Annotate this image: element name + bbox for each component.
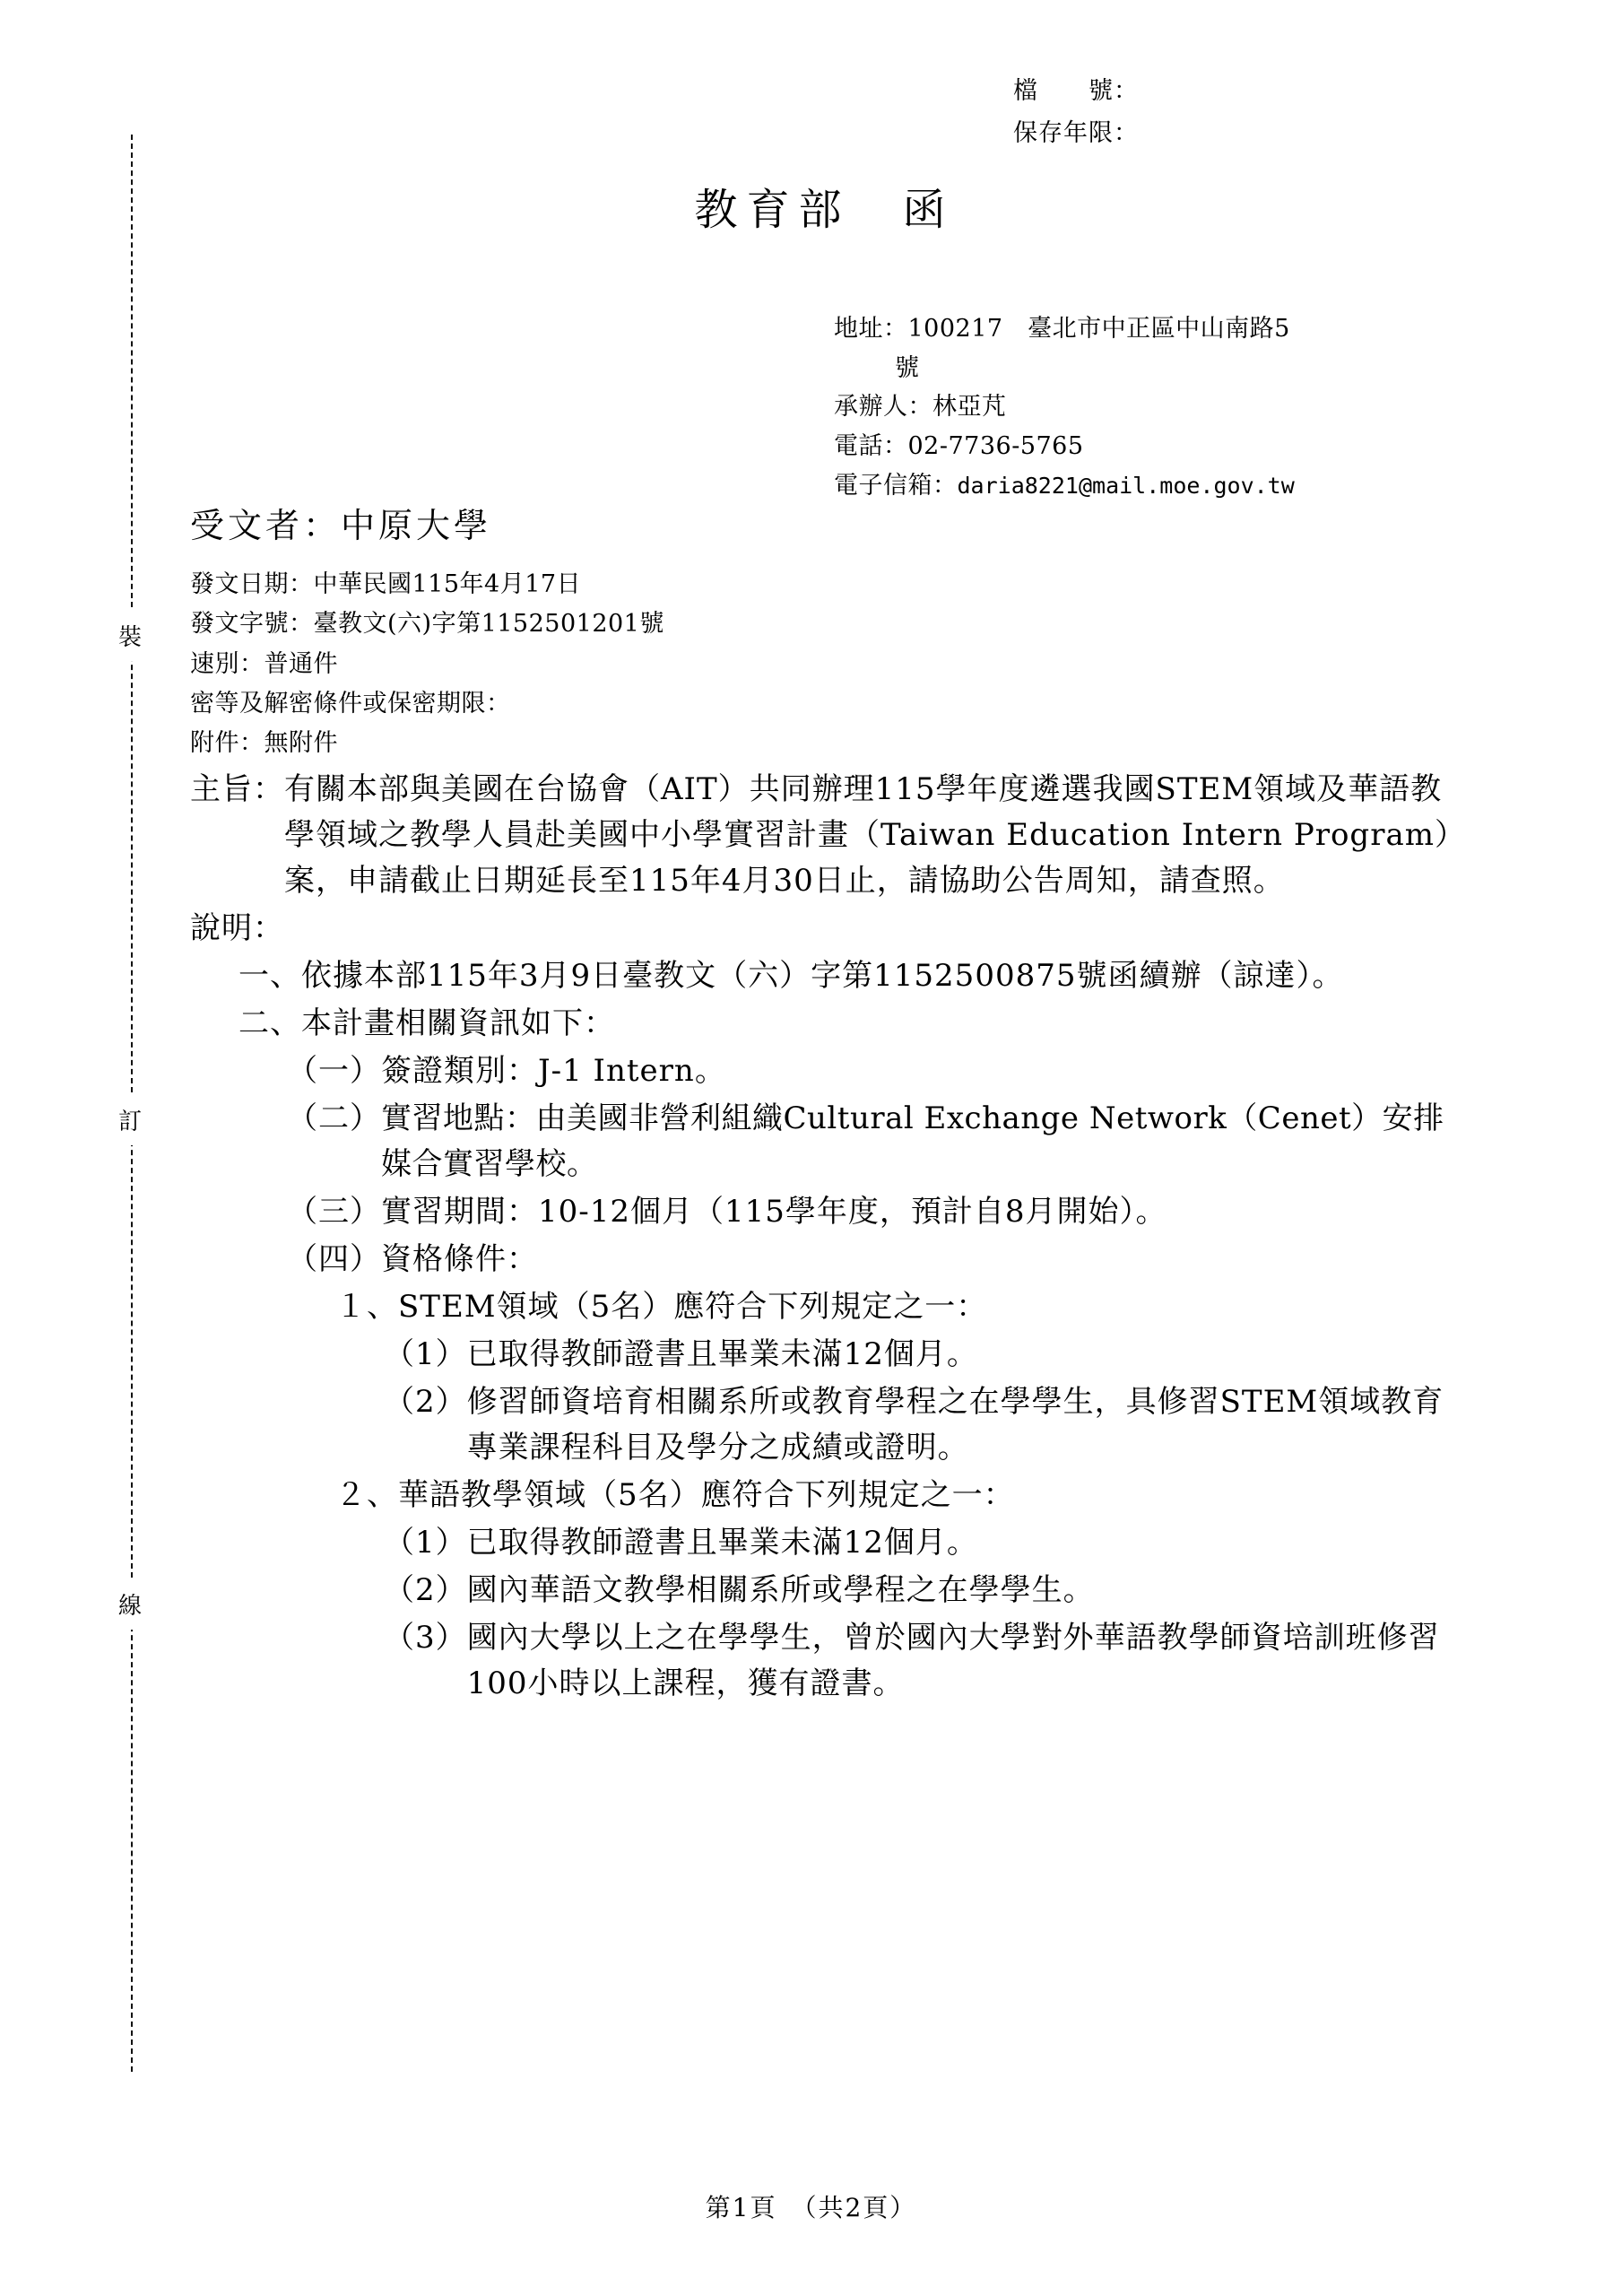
- list-item: [287, 1237, 1463, 1283]
- subject-block: [190, 767, 1463, 904]
- binding-label-ding: 訂: [106, 1094, 156, 1145]
- list-item-text: 國內華語文教學相關系所或學程之在學學生。: [466, 1572, 1095, 1608]
- list-item-text: 已取得教師證書且畢業未滿12個月。: [466, 1525, 978, 1561]
- retention-label: 保存年限：: [1013, 119, 1139, 148]
- document-title: 教育部 函: [694, 185, 955, 235]
- list-item: [239, 1001, 1463, 1047]
- list-item: [384, 1379, 1463, 1471]
- list-item-marker: （三）: [287, 1194, 381, 1230]
- list-item-text: 依據本部115年3月9日臺教文（六）字第1152500875號函續辦（諒達）。: [301, 958, 1344, 994]
- list-item-text: STEM領域（5名）應符合下列規定之一：: [398, 1289, 988, 1325]
- sender-address-cont: 號: [895, 353, 920, 382]
- sender-phone: 電話：02-7736-5765: [834, 432, 1084, 461]
- list-item-marker: （2）: [384, 1572, 467, 1608]
- list-item-marker: １、: [335, 1289, 398, 1325]
- list-item: [384, 1520, 1463, 1566]
- list-item-marker: （1）: [384, 1525, 467, 1561]
- sender-email-value: daria8221@mail.moe.gov.tw: [957, 472, 1295, 499]
- list-item-text: 實習期間：10-12個月（115學年度，預計自8月開始）。: [381, 1194, 1167, 1230]
- sender-contact-block: [834, 309, 1295, 506]
- sender-address: 地址：100217 臺北市中正區中山南路5: [834, 315, 1290, 343]
- sender-email-row: [834, 466, 1295, 506]
- sender-contact-person: 承辦人：林亞芃: [834, 393, 1007, 422]
- list-item-marker: ２、: [335, 1477, 398, 1513]
- list-item-text: 修習師資培育相關系所或教育學程之在學學生，具修習STEM領域教育專業課程科目及學分之成績或證明。: [466, 1384, 1444, 1465]
- list-item-marker: （一）: [287, 1053, 381, 1089]
- list-item: [384, 1615, 1463, 1707]
- document-meta: [190, 565, 664, 763]
- list-item: [287, 1048, 1463, 1094]
- subject-label: 主旨：: [190, 771, 284, 807]
- list-item-text: 華語教學領域（5名）應符合下列規定之一：: [398, 1477, 1015, 1513]
- subject-text: 有關本部與美國在台協會（AIT）共同辦理115學年度遴選我國STEM領域及華語教學領域之教學人員赴美國中小學實習計畫（Taiwan Education Intern Program）案，申請截止日期延長至115年4月30日止，請協助公告周知，請查照。: [284, 771, 1451, 899]
- list-item-text: 已取得教師證書且畢業未滿12個月。: [466, 1336, 978, 1372]
- list-item-marker: （2）: [384, 1384, 467, 1420]
- binding-marks: [97, 135, 160, 2072]
- list-item-text: 資格條件：: [381, 1241, 538, 1277]
- list-item-marker: 一、: [239, 958, 301, 994]
- list-item: [384, 1568, 1463, 1613]
- list-item: [384, 1332, 1463, 1378]
- list-item-text: 實習地點：由美國非營利組織Cultural Exchange Network（Cenet）安排媒合實習學校。: [381, 1100, 1444, 1182]
- list-item: [335, 1284, 1463, 1330]
- list-item: [287, 1189, 1463, 1235]
- file-number-label: 檔 號：: [1013, 77, 1139, 105]
- list-item-marker: （四）: [287, 1241, 381, 1277]
- meta-speed: 速別：普通件: [190, 649, 338, 678]
- explanation-label: 說明：: [190, 910, 284, 946]
- meta-attachment: 附件：無附件: [190, 729, 338, 758]
- list-item-text: 簽證類別：J-1 Intern。: [381, 1053, 726, 1089]
- list-item: [287, 1096, 1463, 1187]
- list-item-marker: （二）: [287, 1100, 381, 1136]
- meta-doc-number: 發文字號：臺教文(六)字第1152501201號: [190, 610, 664, 639]
- binding-label-xian: 線: [106, 1578, 156, 1630]
- document-body: [190, 767, 1463, 1709]
- explanation-label-block: [190, 906, 1463, 952]
- meta-issue-date: 發文日期：中華民國115年4月17日: [190, 570, 582, 598]
- list-item: [335, 1473, 1463, 1518]
- list-item-text: 國內大學以上之在學學生，曾於國內大學對外華語教學師資培訓班修習100小時以上課程，獲有證書。: [466, 1620, 1440, 1701]
- list-item-marker: （3）: [384, 1620, 467, 1656]
- sender-email-label: 電子信箱：: [834, 471, 958, 500]
- page-footer: 第1頁 （共2頁）: [705, 2193, 917, 2222]
- meta-secrecy: 密等及解密條件或保密期限：: [190, 689, 511, 718]
- list-item-marker: 二、: [239, 1005, 301, 1041]
- binding-label-zhuang: 裝: [106, 610, 156, 661]
- list-item: [239, 953, 1463, 999]
- list-item-text: 本計畫相關資訊如下：: [301, 1005, 615, 1041]
- recipient-line: 受文者：中原大學: [190, 506, 492, 545]
- list-item-marker: （1）: [384, 1336, 467, 1372]
- header-fields: [1013, 70, 1139, 155]
